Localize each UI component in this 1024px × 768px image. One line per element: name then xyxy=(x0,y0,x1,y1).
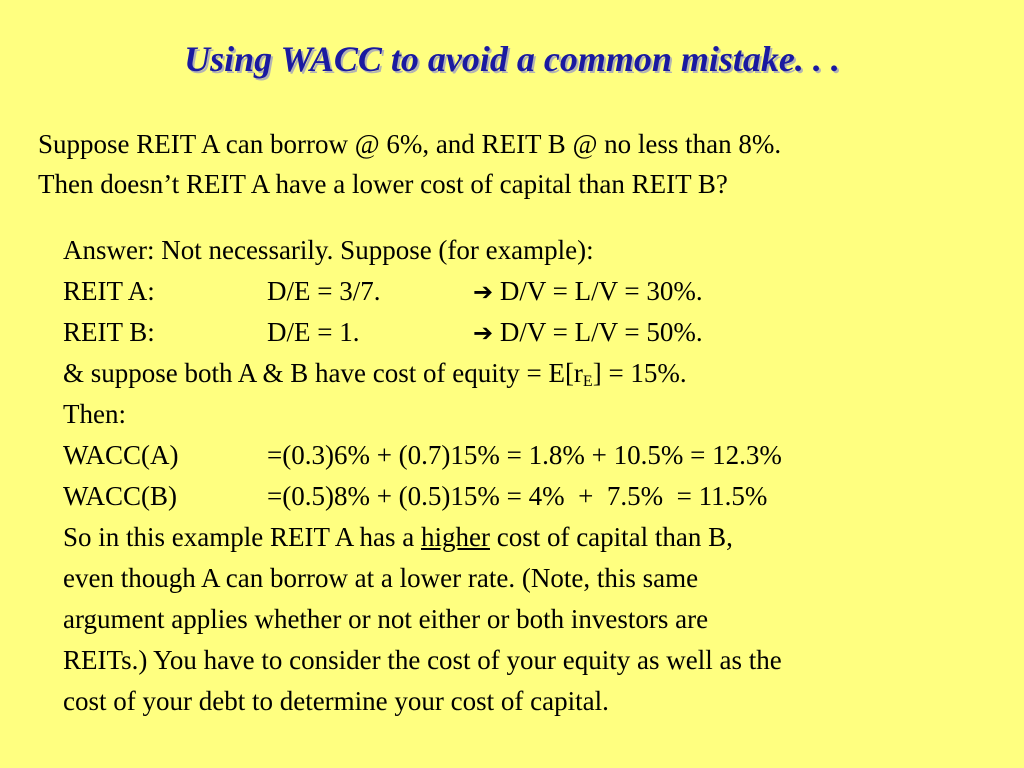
arrow-icon: ➔ xyxy=(473,278,494,306)
slide-title: Using WACC to avoid a common mistake. . . xyxy=(184,39,840,79)
wacc-a-label: WACC(A) xyxy=(63,440,179,470)
reit-b-dv: D/V = L/V = 50%. xyxy=(499,317,703,347)
intro-line-1: Suppose REIT A can borrow @ 6%, and REIT B @ no less than 8%. xyxy=(38,129,782,159)
conclusion-emphasis: higher xyxy=(420,522,490,552)
equity-text-pre: & suppose both A & B have cost of equity = E[r xyxy=(63,358,583,388)
conclusion-line-4: REITs.) You have to consider the cost of your equity as well as the xyxy=(63,645,782,675)
wacc-b-formula: =(0.5)8% + (0.5)15% = 4% + 7.5% = 11.5% xyxy=(267,481,768,511)
reit-b-label: REIT B: xyxy=(63,317,155,347)
equity-assumption xyxy=(63,353,993,394)
conclusion-post: cost of capital than B, xyxy=(489,522,733,552)
conclusion-line-5: cost of your debt to determine your cost of capital. xyxy=(63,686,609,716)
reit-b-de: D/E = 1. xyxy=(267,317,360,347)
conclusion-line-3: argument applies whether or not either or both investors are xyxy=(63,604,709,634)
conclusion-pre: So in this example REIT A has a xyxy=(63,522,421,552)
wacc-b-label: WACC(B) xyxy=(63,481,177,511)
then-label: Then: xyxy=(63,399,126,429)
wacc-a-formula: =(0.3)6% + (0.7)15% = 1.8% + 10.5% = 12.3% xyxy=(267,440,782,470)
conclusion-line-2: even though A can borrow at a lower rate. (Note, this same xyxy=(63,563,699,593)
answer-heading: Answer: Not necessarily. Suppose (for example): xyxy=(63,235,594,265)
equity-subscript: E xyxy=(582,373,593,390)
reit-b-row xyxy=(63,312,993,353)
reit-a-dv: D/V = L/V = 30%. xyxy=(499,276,703,306)
answer-block xyxy=(63,230,993,722)
arrow-icon: ➔ xyxy=(473,319,494,347)
wacc-a-row xyxy=(63,435,993,476)
conclusion-line-1 xyxy=(63,517,993,558)
wacc-b-row xyxy=(63,476,993,517)
equity-text-post: ] = 15%. xyxy=(592,358,687,388)
reit-a-de: D/E = 3/7. xyxy=(267,276,381,306)
intro-question xyxy=(38,124,781,204)
reit-a-label: REIT A: xyxy=(63,276,155,306)
reit-a-row xyxy=(63,271,993,312)
intro-line-2: Then doesn’t REIT A have a lower cost of capital than REIT B? xyxy=(38,169,728,199)
